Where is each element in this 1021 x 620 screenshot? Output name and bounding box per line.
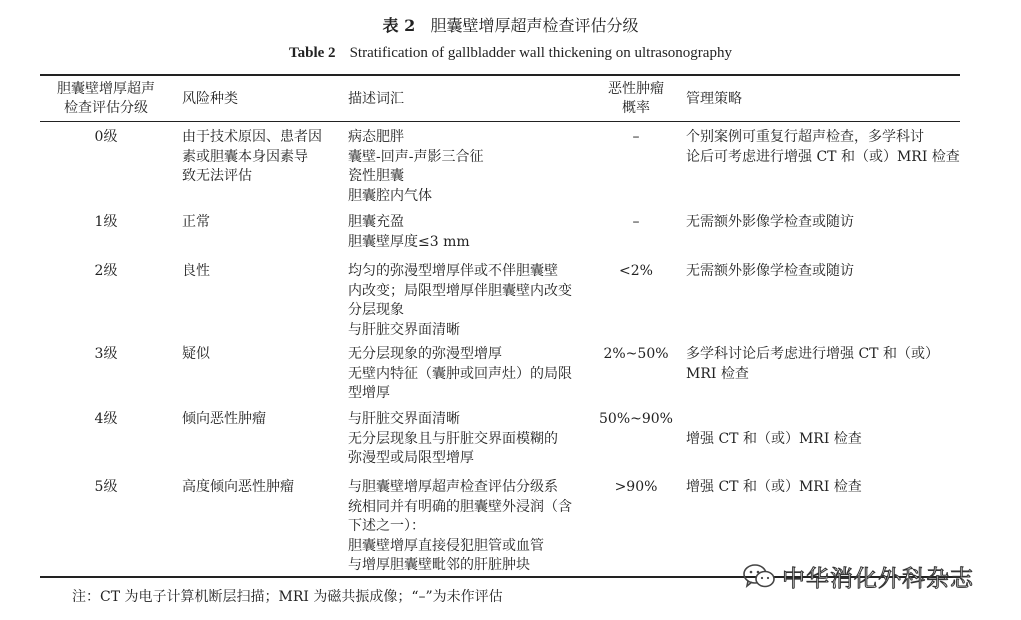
table-top-rule <box>40 74 960 76</box>
header-malignancy: 恶性肿瘤 概率 <box>608 81 664 116</box>
row-grade: 1级 <box>94 214 118 230</box>
row-risk: 良性 <box>182 263 210 279</box>
row-risk: 倾向恶性肿瘤 <box>182 411 266 427</box>
table-title-en <box>0 45 1021 62</box>
row-descriptors: 胆囊充盈 胆囊壁厚度≤3 mm <box>348 214 470 250</box>
row-grade: 4级 <box>94 411 118 427</box>
row-descriptors: 病态肥胖 囊壁-回声-声影三合征 瓷性胆囊 胆囊腔内气体 <box>348 129 484 204</box>
row-descriptors: 与胆囊壁增厚超声检查评估分级系 统相同并有明确的胆囊壁外浸润（含 下述之一）： 胆囊壁增厚直接侵犯胆管或血管 与增厚胆囊壁毗邻的肝脏肿块 <box>348 479 572 573</box>
row-risk: 疑似 <box>182 346 210 362</box>
row-malignancy-probability: – <box>632 214 640 230</box>
header-descriptors: 描述词汇 <box>348 91 404 107</box>
table-label-en: Table 2 <box>289 45 336 61</box>
row-malignancy-probability: 50%~90% <box>599 411 673 427</box>
watermark-text: 中华消化外科杂志 <box>782 565 974 592</box>
row-risk: 高度倾向恶性肿瘤 <box>182 479 294 495</box>
header-management: 管理策略 <box>686 91 742 107</box>
row-grade: 3级 <box>94 346 118 362</box>
row-descriptors: 无分层现象的弥漫型增厚 无壁内特征（囊肿或回声灶）的局限 型增厚 <box>348 346 572 401</box>
table-caption-en: Stratification of gallbladder wall thickening on ultrasonography <box>349 45 732 61</box>
row-management: 多学科讨论后考虑进行增强 CT 和（或） MRI 检查 <box>686 346 939 382</box>
row-management: 无需额外影像学检查或随访 <box>686 263 854 279</box>
row-malignancy-probability: 2%~50% <box>603 346 669 362</box>
table-footnote: 注：CT 为电子计算机断层扫描；MRI 为磁共振成像；“–”为未作评估 <box>72 589 503 605</box>
row-management: 增强 CT 和（或）MRI 检查 <box>686 479 862 495</box>
row-grade: 5级 <box>94 479 118 495</box>
header-grade: 胆囊壁增厚超声 检查评估分级 <box>57 81 155 116</box>
wechat-icon <box>742 563 776 589</box>
row-risk: 由于技术原因、患者因 素或胆囊本身因素导 致无法评估 <box>182 129 322 184</box>
table-caption-cn: 胆囊壁增厚超声检查评估分级 <box>430 16 639 35</box>
table-header-rule <box>40 121 960 122</box>
row-risk: 正常 <box>182 214 210 230</box>
watermark <box>742 562 992 590</box>
row-malignancy-probability: >90% <box>614 479 658 495</box>
row-malignancy-probability: <2% <box>619 263 653 279</box>
row-descriptors: 与肝脏交界面清晰 无分层现象且与肝脏交界面模糊的 弥漫型或局限型增厚 <box>348 411 558 466</box>
row-management: 个别案例可重复行超声检查，多学科讨 论后可考虑进行增强 CT 和（或）MRI 检查 <box>686 129 960 165</box>
header-risk: 风险种类 <box>182 91 238 107</box>
row-grade: 2级 <box>94 263 118 279</box>
row-grade: 0级 <box>94 129 118 145</box>
row-malignancy-probability: – <box>632 129 640 145</box>
table-title-cn <box>0 13 1021 36</box>
table-label-cn: 表 2 <box>382 16 416 35</box>
row-management: 无需额外影像学检查或随访 <box>686 214 854 230</box>
row-management: 增强 CT 和（或）MRI 检查 <box>686 430 862 447</box>
row-descriptors: 均匀的弥漫型增厚伴或不伴胆囊壁 内改变；局限型增厚伴胆囊壁内改变 分层现象 与肝脏交界面清晰 <box>348 263 572 338</box>
